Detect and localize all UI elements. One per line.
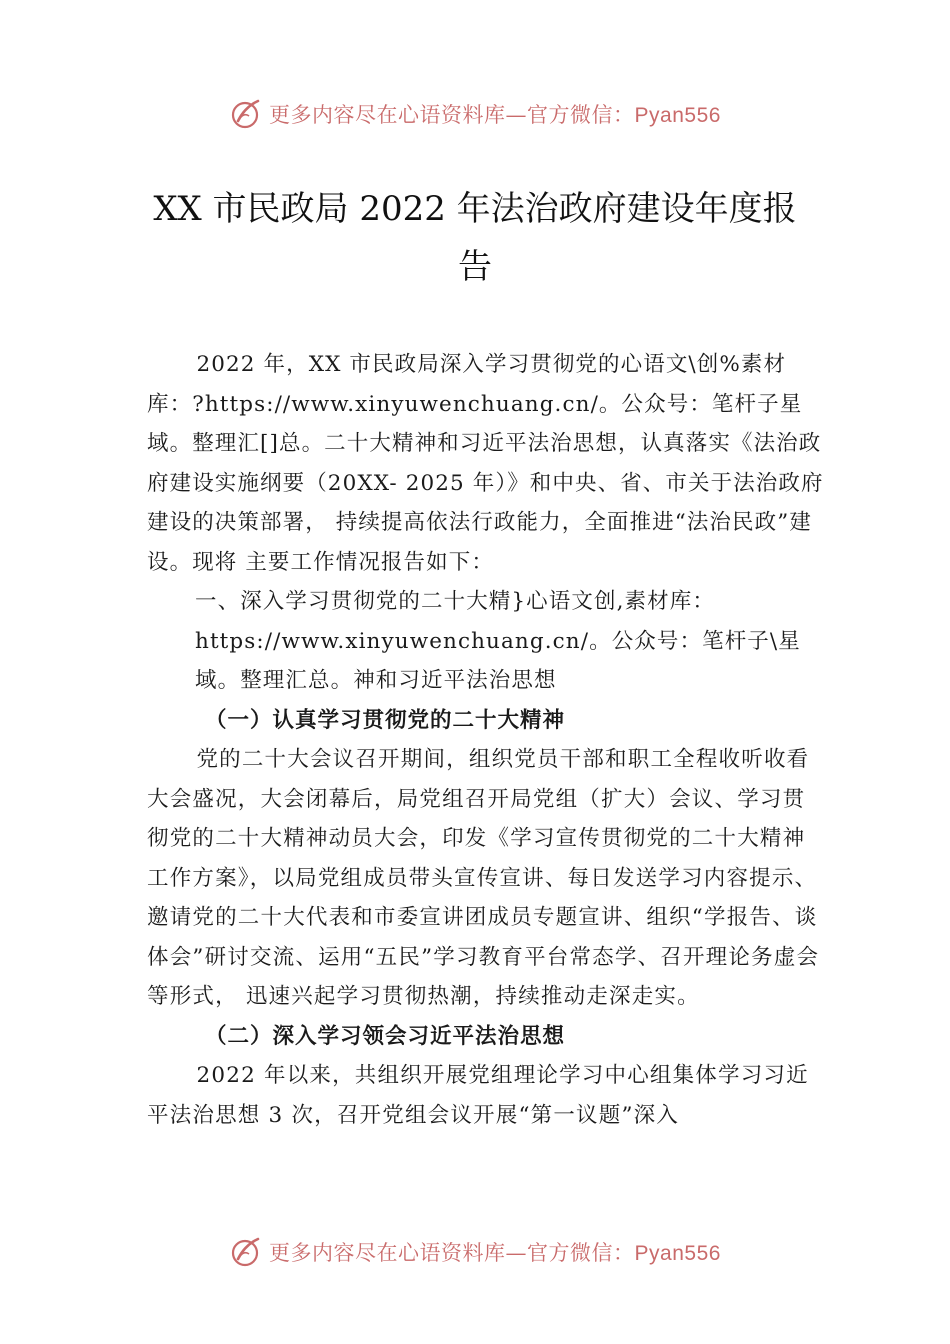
section-1-heading: 一、深入学习贯彻党的二十大精}心语文创,素材库：https://www.xinyuwenchuang.cn/。公众号：笔杆子\星域。整理汇总。神和习近平法治思想 xyxy=(195,589,801,693)
subsection-2-body: 2022 年以来，共组织开展党组理论学习中心组集体学习习近平法治思想 3 次，召开党组会议开展“第一议题”深入 xyxy=(147,1063,809,1128)
brush-logo-icon xyxy=(229,97,263,131)
subsection-1-body: 党的二十大会议召开期间，组织党员干部和职工全程收听收看大会盛况，大会闭幕后，局党组召开局党组（扩大）会议、学习贯彻党的二十大精神动员大会，印发《学习宣传贯彻党的二十大精神工作方案》，以局党组成员带头宣传宣讲、每日发送学习内容提示、邀请党的二十大代表和市委宣讲团成员专题宣讲、组织“学报告、谈体会”研讨交流、运用“五民”学习教育平台常态学、召开理论务虚会等形式， 迅速兴起学习贯彻热潮，持续推动走深走实。 xyxy=(147,747,820,1009)
banner-text: 更多内容尽在心语资料库—官方微信：Pyan556 xyxy=(269,1241,721,1265)
header-banner xyxy=(0,94,950,134)
subsection-1-heading: （一）认真学习贯彻党的二十大精神 xyxy=(205,707,566,733)
document-title: XX 市民政局 2022 年法治政府建设年度报 告 xyxy=(153,189,797,287)
subsection-2-heading: （二）深入学习领会习近平法治思想 xyxy=(205,1023,566,1049)
banner-text: 更多内容尽在心语资料库—官方微信：Pyan556 xyxy=(269,103,721,127)
document-body xyxy=(147,345,827,1135)
intro-paragraph: 2022 年，XX 市民政局深入学习贯彻党的心语文\创%素材库：?https://www.xinyuwenchuang.cn/。公众号：笔杆子星域。整理汇[]总。二十大精神和习近平法治思想，认真落实《法治政府建设实施纲要（20XX- 2025 年）》和中央、省、市关于法治政府建设的决策部署， 持续提高依法行政能力，全面推进“法治民政”建设。现将 主要工作情况报告如下： xyxy=(147,352,824,575)
brush-logo-icon xyxy=(229,1235,263,1269)
footer-banner xyxy=(0,1232,950,1272)
